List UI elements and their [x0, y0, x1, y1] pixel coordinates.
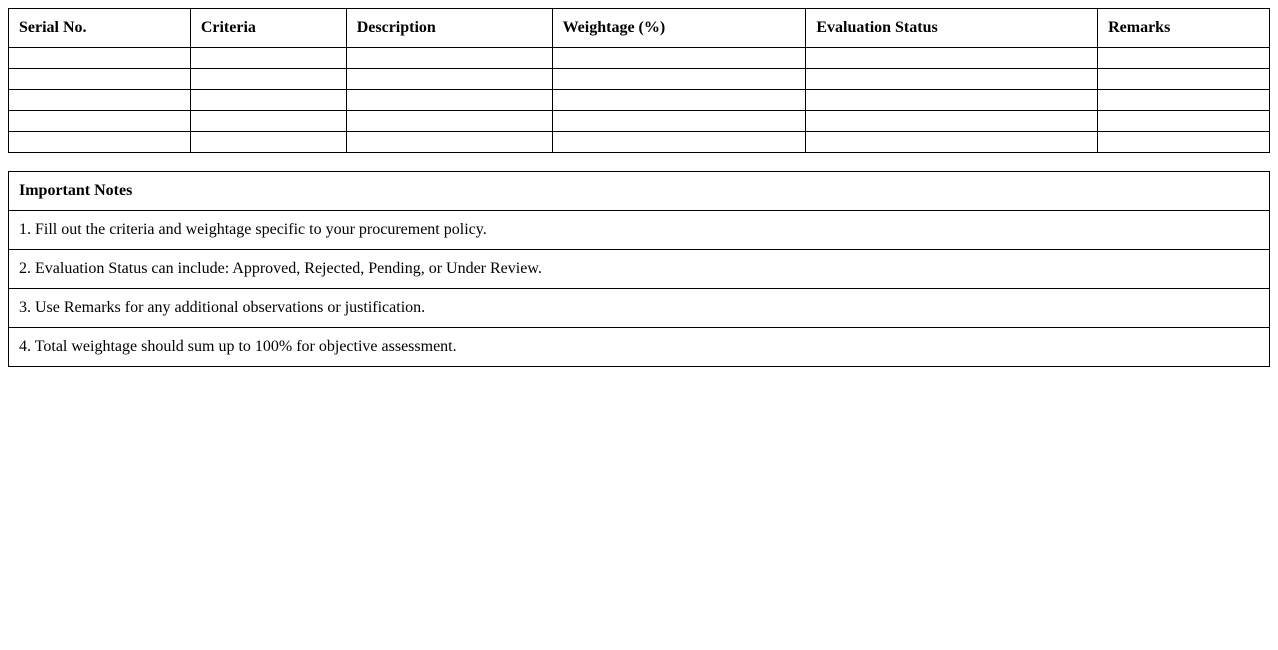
table-cell-description[interactable] — [346, 90, 552, 111]
note-row — [9, 250, 1270, 289]
table-cell-criteria[interactable] — [190, 69, 346, 90]
table-cell-description[interactable] — [346, 48, 552, 69]
table-cell-remarks[interactable] — [1098, 132, 1270, 153]
header-description: Description — [346, 9, 552, 48]
table-cell-serial-no[interactable] — [9, 132, 191, 153]
table-cell-criteria[interactable] — [190, 132, 346, 153]
table-cell-criteria[interactable] — [190, 48, 346, 69]
table-cell-description[interactable] — [346, 69, 552, 90]
table-cell-remarks[interactable] — [1098, 69, 1270, 90]
table-cell-weightage[interactable] — [552, 111, 806, 132]
table-cell-evaluation-status[interactable] — [806, 132, 1098, 153]
table-cell-weightage[interactable] — [552, 90, 806, 111]
table-cell-description[interactable] — [346, 111, 552, 132]
table-cell-criteria[interactable] — [190, 111, 346, 132]
table-cell-evaluation-status[interactable] — [806, 69, 1098, 90]
notes-header-row — [9, 172, 1270, 211]
important-notes-table — [8, 171, 1270, 367]
table-cell-weightage[interactable] — [552, 48, 806, 69]
table-cell-serial-no[interactable] — [9, 48, 191, 69]
table-cell-remarks[interactable] — [1098, 48, 1270, 69]
table-cell-evaluation-status[interactable] — [806, 111, 1098, 132]
note-item: 1. Fill out the criteria and weightage specific to your procurement policy. — [9, 211, 1270, 250]
table-cell-serial-no[interactable] — [9, 69, 191, 90]
note-row — [9, 211, 1270, 250]
header-serial-no: Serial No. — [9, 9, 191, 48]
note-row — [9, 289, 1270, 328]
table-cell-serial-no[interactable] — [9, 90, 191, 111]
notes-title: Important Notes — [9, 172, 1270, 211]
table-cell-remarks[interactable] — [1098, 90, 1270, 111]
table-cell-description[interactable] — [346, 132, 552, 153]
table-cell-remarks[interactable] — [1098, 111, 1270, 132]
table-cell-criteria[interactable] — [190, 90, 346, 111]
note-item: 3. Use Remarks for any additional observations or justification. — [9, 289, 1270, 328]
table-row — [9, 111, 1270, 132]
table-cell-serial-no[interactable] — [9, 111, 191, 132]
table-row — [9, 90, 1270, 111]
table-cell-weightage[interactable] — [552, 69, 806, 90]
header-remarks: Remarks — [1098, 9, 1270, 48]
header-evaluation-status: Evaluation Status — [806, 9, 1098, 48]
header-weightage: Weightage (%) — [552, 9, 806, 48]
table-cell-evaluation-status[interactable] — [806, 48, 1098, 69]
table-cell-weightage[interactable] — [552, 132, 806, 153]
table-row — [9, 132, 1270, 153]
table-row — [9, 48, 1270, 69]
note-row — [9, 328, 1270, 367]
note-item: 2. Evaluation Status can include: Approved, Rejected, Pending, or Under Review. — [9, 250, 1270, 289]
note-item: 4. Total weightage should sum up to 100% for objective assessment. — [9, 328, 1270, 367]
table-cell-evaluation-status[interactable] — [806, 90, 1098, 111]
evaluation-table — [8, 8, 1270, 153]
table-row — [9, 69, 1270, 90]
header-criteria: Criteria — [190, 9, 346, 48]
table-header-row — [9, 9, 1270, 48]
